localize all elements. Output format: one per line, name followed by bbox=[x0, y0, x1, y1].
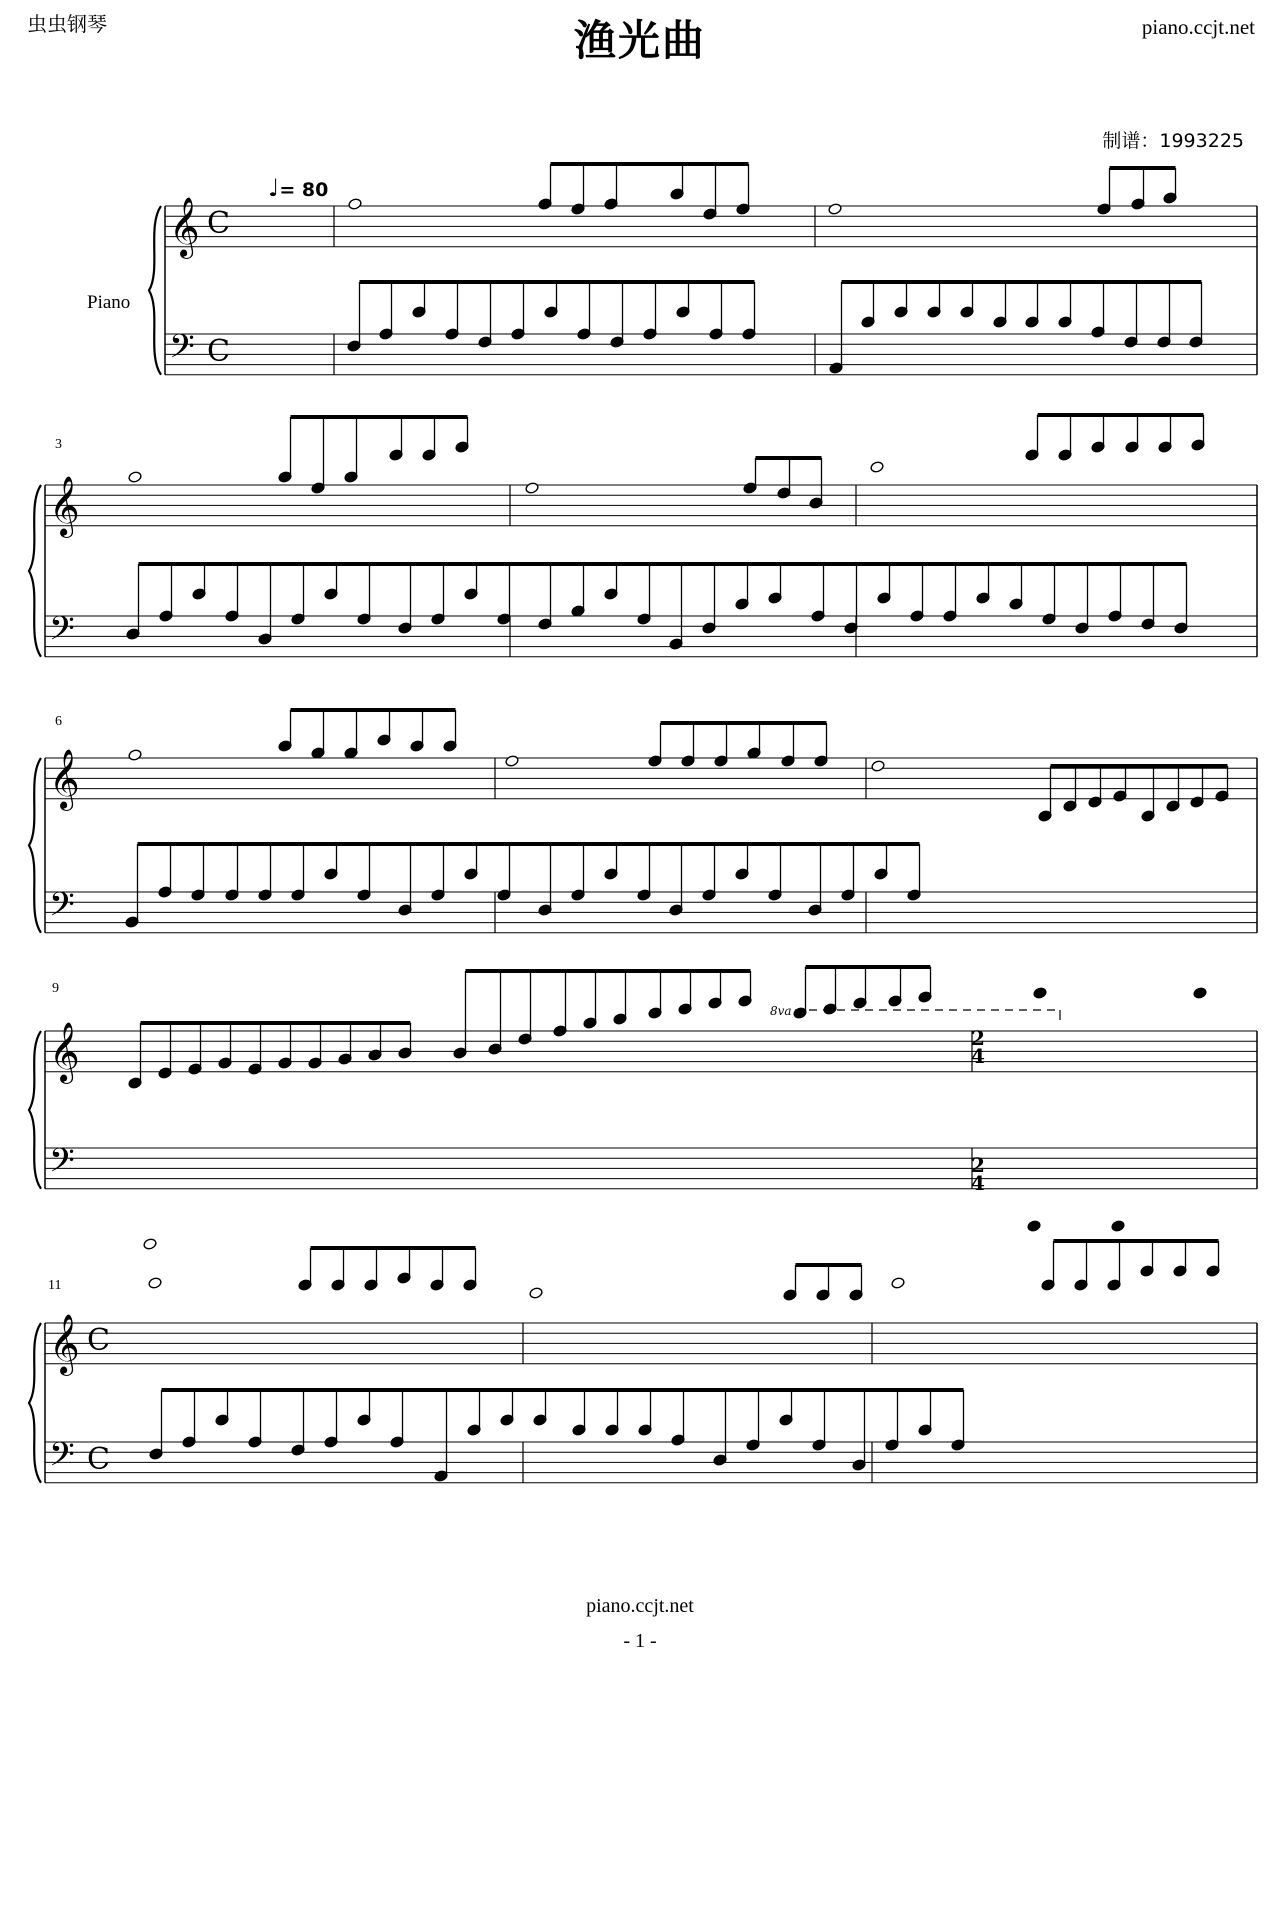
notes-layer bbox=[125, 164, 1229, 1482]
note-head bbox=[529, 1287, 543, 1300]
bass-clef-icon: 𝄢 bbox=[169, 328, 195, 374]
brace bbox=[29, 1031, 41, 1189]
note-head bbox=[148, 1277, 162, 1290]
common-time-icon: C bbox=[87, 1442, 110, 1477]
footer-site-url: piano.ccjt.net bbox=[586, 1595, 694, 1617]
bass-clef-icon: 𝄢 bbox=[49, 1142, 75, 1188]
measure-number: 6 bbox=[55, 714, 62, 729]
bass-clef-icon: 𝄢 bbox=[49, 886, 75, 932]
measure-number: 9 bbox=[52, 981, 59, 996]
time-signature-bottom: 4 bbox=[971, 1171, 985, 1195]
time-signature-bottom: 4 bbox=[971, 1044, 985, 1068]
treble-clef-icon: 𝄞 bbox=[49, 749, 80, 809]
staff-systems bbox=[29, 197, 1257, 1483]
note-head bbox=[128, 471, 142, 484]
treble-clef-icon: 𝄞 bbox=[49, 1314, 80, 1374]
tempo-value: = 80 bbox=[279, 179, 329, 201]
page-number: - 1 - bbox=[623, 1630, 657, 1652]
arranger-credit: 制谱：1993225 bbox=[1102, 130, 1244, 152]
common-time-icon: C bbox=[207, 206, 230, 241]
note-head bbox=[128, 749, 142, 762]
time-signature-top: 2 bbox=[971, 1153, 985, 1177]
note-head bbox=[871, 760, 885, 773]
note-head bbox=[143, 1238, 157, 1251]
treble-clef-icon: 𝄞 bbox=[49, 1022, 80, 1082]
score-title: 渔光曲 bbox=[573, 16, 706, 65]
note-head bbox=[1027, 1220, 1041, 1233]
note-head bbox=[870, 461, 884, 474]
treble-clef-icon: 𝄞 bbox=[169, 197, 200, 257]
measure-number: 3 bbox=[55, 437, 62, 452]
note-head bbox=[1111, 1220, 1125, 1233]
note-head bbox=[505, 755, 519, 768]
brace bbox=[29, 485, 41, 657]
site-url-header: piano.ccjt.net bbox=[1141, 15, 1255, 39]
time-signature-top: 2 bbox=[971, 1026, 985, 1050]
instrument-label: Piano bbox=[87, 292, 131, 313]
bass-clef-icon: 𝄢 bbox=[49, 610, 75, 656]
note-head bbox=[348, 198, 362, 211]
note-head bbox=[828, 203, 842, 216]
site-name-left: 虫虫钢琴 bbox=[27, 12, 107, 36]
note-head bbox=[525, 482, 539, 495]
brace bbox=[29, 1323, 41, 1483]
quarter-note-icon: ♩ bbox=[268, 174, 280, 202]
common-time-icon: C bbox=[87, 1323, 110, 1358]
brace bbox=[29, 758, 41, 933]
note-head bbox=[1193, 987, 1207, 1000]
measure-number: 11 bbox=[48, 1278, 62, 1293]
treble-clef-icon: 𝄞 bbox=[49, 476, 80, 536]
brace bbox=[149, 206, 161, 375]
common-time-icon: C bbox=[207, 334, 230, 369]
ottava-mark: 8va bbox=[770, 1004, 792, 1018]
note-head bbox=[891, 1277, 905, 1290]
note-head bbox=[1033, 987, 1047, 1000]
bass-clef-icon: 𝄢 bbox=[49, 1436, 75, 1482]
